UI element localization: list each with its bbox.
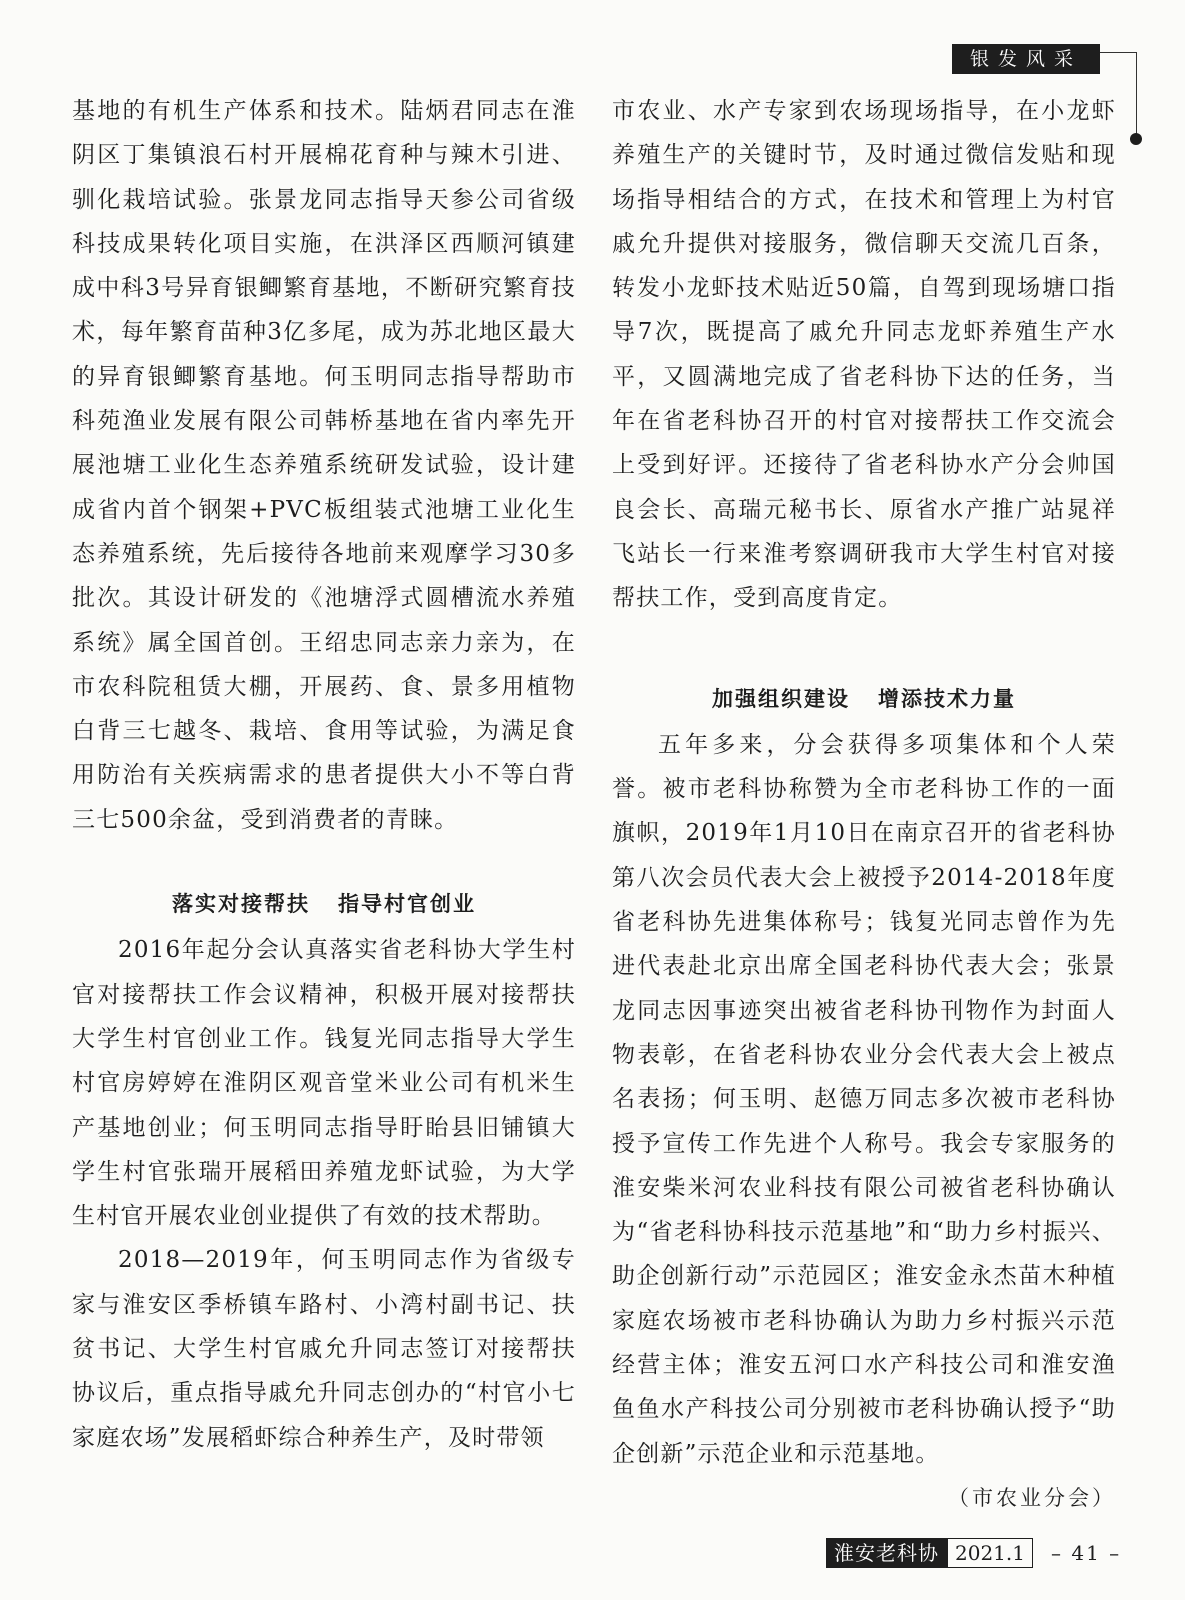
paragraph-2018: 2018—2019年，何玉明同志作为省级专家与淮安区季桥镇车路村、小湾村副书记、扶贫书记、大学生村官戚允升同志签订对接帮扶协议后，重点指导戚允升同志创办的“村官小七家庭农场”发展稻虾综合种养生产，及时带领 xyxy=(72,1247,576,1451)
heading-part: 落实对接帮扶 xyxy=(172,892,311,917)
page-footer xyxy=(826,1538,1121,1568)
page-number: – 41 – xyxy=(1050,1541,1122,1565)
heading-part: 指导村官创业 xyxy=(337,892,476,917)
heading-part: 加强组织建设 xyxy=(712,686,851,711)
heading-part: 增添技术力量 xyxy=(877,686,1016,711)
section-tag: 银发风采 xyxy=(952,44,1100,74)
issue-number: 2021.1 xyxy=(947,1538,1033,1568)
article-source: （市农业分会） xyxy=(948,1485,1116,1510)
tag-connector-line-vertical xyxy=(1136,52,1137,138)
right-column xyxy=(612,89,1116,1520)
section-heading-organization xyxy=(612,677,1116,721)
paragraph-2016: 2016年起分会认真落实省老科协大学生村官对接帮扶工作会议精神，积极开展对接帮扶大学生村官创业工作。钱复光同志指导大学生村官房婷婷在淮阴区观音堂米业公司有机米生产基地创业；何玉明同志指导盱眙县旧铺镇大学生村官张瑞开展稻田养殖龙虾试验，为大学生村官开展农业创业提供了有效的技术帮助。 xyxy=(72,937,576,1230)
tag-connector-line xyxy=(1100,52,1136,53)
paragraph-honors: 五年多来，分会获得多项集体和个人荣誉。被市老科协称赞为全市老科协工作的一面旗帜，2019年1月10日在南京召开的省老科协第八次会员代表大会上被授予2014-2018年度省老科协先进集体称号；钱复光同志曾作为先进代表赴北京出席全国老科协代表大会；张景龙同志因事迹突出被省老科协刊物作为封面人物表彰，在省老科协农业分会代表大会上被点名表扬；何玉明、赵德万同志多次被市老科协授予宣传工作先进个人称号。我会专家服务的淮安柴米河农业科技有限公司被省老科协确认为“省老科协科技示范基地”和“助力乡村振兴、助企创新行动”示范园区；淮安金永杰苗木种植家庭农场被市老科协确认为助力乡村振兴示范经营主体；淮安五河口水产科技公司和淮安渔鱼鱼水产科技公司分别被市老科协确认授予“助企创新”示范企业和示范基地。 xyxy=(612,731,1116,1467)
journal-name: 淮安老科协 xyxy=(826,1538,947,1568)
paragraph-2018-continued: 市农业、水产专家到农场现场指导，在小龙虾养殖生产的关键时节，及时通过微信发贴和现场指导相结合的方式，在技术和管理上为村官戚允升提供对接服务，微信聊天交流几百条，转发小龙虾技术贴近50篇，自驾到现场塘口指导7次，既提高了戚允升同志龙虾养殖生产水平，又圆满地完成了省老科协下达的任务，当年在省老科协召开的村官对接帮扶工作交流会上受到好评。还接待了省老科协水产分会帅国良会长、高瑞元秘书长、原省水产推广站晁祥飞站长一行来淮考察调研我市大学生村官对接帮扶工作，受到高度肯定。 xyxy=(612,98,1116,612)
left-column xyxy=(72,89,576,1460)
intro-paragraph: 基地的有机生产体系和技术。陆炳君同志在淮阴区丁集镇浪石村开展棉花育种与辣木引进、驯化栽培试验。张景龙同志指导天参公司省级科技成果转化项目实施，在洪泽区西顺河镇建成中科3号异育银鲫繁育基地，不断研究繁育技术，每年繁育苗种3亿多尾，成为苏北地区最大的异育银鲫繁育基地。何玉明同志指导帮助市科苑渔业发展有限公司韩桥基地在省内率先开展池塘工业化生态养殖系统研发试验，设计建成省内首个钢架+PVC板组装式池塘工业化生态养殖系统，先后接待各地前来观摩学习30多批次。其设计研发的《池塘浮式圆槽流水养殖系统》属全国首创。王绍忠同志亲力亲为，在市农科院租赁大棚，开展药、食、景多用植物白背三七越冬、栽培、食用等试验，为满足食用防治有关疾病需求的患者提供大小不等白背三七500余盆，受到消费者的青睐。 xyxy=(72,98,576,833)
section-heading-mentoring xyxy=(72,882,576,926)
tag-dot-icon xyxy=(1130,133,1142,145)
